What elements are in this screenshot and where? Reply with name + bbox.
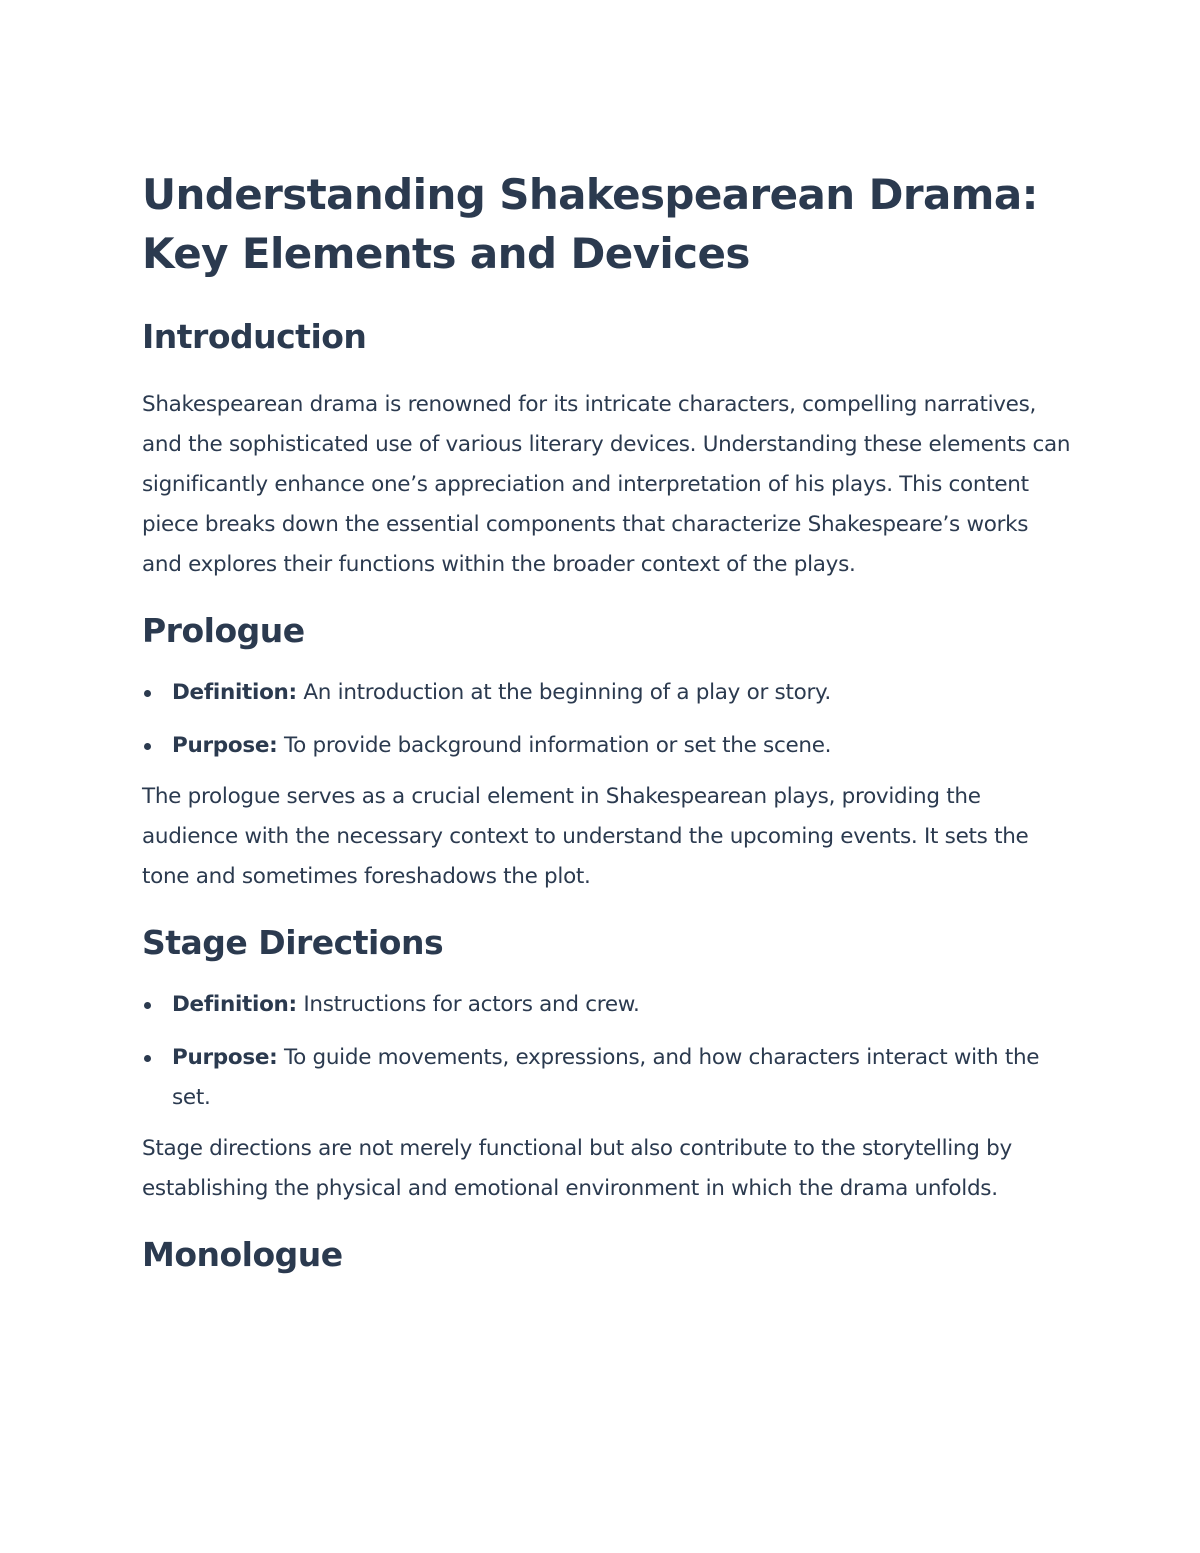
prologue-heading: Prologue	[142, 611, 305, 650]
monologue-heading: Monologue	[142, 1235, 343, 1274]
list-item	[142, 673, 1072, 713]
list-item	[142, 1038, 1072, 1118]
prologue-list	[142, 673, 1072, 766]
stage-directions-list	[142, 985, 1072, 1118]
list-item-text: To provide background information or set the scene.	[277, 733, 832, 758]
bullet-icon	[144, 1055, 151, 1062]
bullet-icon	[144, 690, 151, 697]
list-item-text: An introduction at the beginning of a play or story.	[296, 680, 831, 705]
document-title: Understanding Shakespearean Drama: Key Elements and Devices	[142, 170, 1038, 278]
prologue-paragraph: The prologue serves as a crucial element in Shakespearean plays, providing the audience with the necessary context to understand the upcoming events. It sets the tone and sometimes foreshadows the plot.	[142, 784, 1029, 889]
list-item-label: Purpose:	[172, 1045, 278, 1070]
list-item-text: To guide movements, expressions, and how characters interact with the set.	[172, 1045, 1040, 1110]
list-item-label: Definition:	[172, 992, 297, 1017]
document-page	[142, 165, 1072, 1275]
bullet-icon	[144, 743, 151, 750]
list-item-label: Definition:	[172, 680, 297, 705]
stage-directions-heading: Stage Directions	[142, 923, 444, 962]
list-item-text: Instructions for actors and crew.	[296, 992, 640, 1017]
list-item-label: Purpose:	[172, 733, 278, 758]
introduction-heading: Introduction	[142, 317, 367, 356]
stage-directions-paragraph: Stage directions are not merely functional but also contribute to the storytelling by establishing the physical and emotional environment in which the drama unfolds.	[142, 1136, 1012, 1201]
list-item	[142, 726, 1072, 766]
bullet-icon	[144, 1002, 151, 1009]
introduction-paragraph: Shakespearean drama is renowned for its intricate characters, compelling narratives, and the sophisticated use of various literary devices. Understanding these elements can significantly enhance one’s appreciation and interpretation of his plays. This content piece breaks down the essential components that characterize Shakespeare’s works and explores their functions within the broader context of the plays.	[142, 392, 1071, 577]
list-item	[142, 985, 1072, 1025]
